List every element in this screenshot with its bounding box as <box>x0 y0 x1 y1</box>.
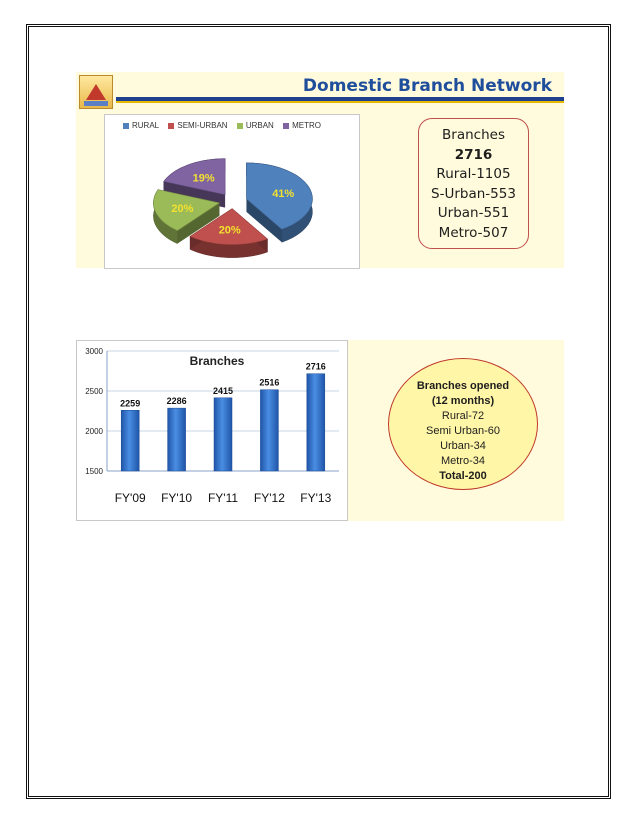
bar-data-label: 2516 <box>259 377 280 388</box>
logo-base-icon <box>84 101 108 106</box>
legend-label-urban: URBAN <box>245 121 274 130</box>
bar-chart-frame <box>76 340 348 521</box>
opened-rural: Rural-72 <box>441 410 485 422</box>
y-tick-label: 2500 <box>85 387 103 396</box>
bar-data-label: 2415 <box>212 385 234 396</box>
x-tick-label: FY'09 <box>114 491 146 505</box>
branch-network-panel <box>76 72 564 268</box>
y-tick-label: 1500 <box>85 467 103 476</box>
opened-metro: Metro-34 <box>440 455 486 467</box>
branches-urban: Urban-551 <box>437 205 510 221</box>
title-underline-gold <box>116 101 564 103</box>
branches-heading: Branches <box>442 127 505 143</box>
branches-rural: Rural-1105 <box>436 166 511 182</box>
x-tick-label: FY'10 <box>161 491 193 505</box>
bar-fy12 <box>260 390 278 471</box>
logo-emblem-icon <box>86 84 106 100</box>
bar-chart <box>77 341 349 522</box>
bar-fy11 <box>214 398 232 471</box>
bar-fy13 <box>307 374 325 471</box>
pie-chart-frame <box>104 114 360 269</box>
bank-logo <box>79 75 113 109</box>
bar-data-label: 2716 <box>305 361 326 372</box>
x-tick-label: FY'13 <box>300 491 332 505</box>
bar-chart-title: Branches <box>189 354 245 368</box>
opened-total: Total-200 <box>439 470 487 482</box>
page-title: Domestic Branch Network <box>302 76 552 96</box>
bar-data-label: 2286 <box>166 396 187 407</box>
branches-growth-panel <box>76 340 564 521</box>
bar-fy10 <box>168 408 186 471</box>
opened-urban: Urban-34 <box>440 440 486 452</box>
pie-label-semi-urban: 20% <box>218 224 241 237</box>
legend-label-semi-urban: SEMI-URBAN <box>177 121 228 130</box>
x-tick-label: FY'12 <box>253 491 285 505</box>
pie-label-metro: 19% <box>192 172 215 185</box>
x-tick-label: FY'11 <box>207 491 239 505</box>
y-tick-label: 2000 <box>85 427 103 436</box>
pie-label-rural: 41% <box>272 188 295 201</box>
opened-period: (12 months) <box>431 395 495 407</box>
bar-data-label: 2259 <box>120 398 141 409</box>
branches-metro: Metro-507 <box>438 224 509 241</box>
legend-label-metro: METRO <box>292 121 321 130</box>
branches-semi-urban: S-Urban-553 <box>431 185 516 202</box>
opened-heading: Branches opened <box>416 380 510 392</box>
pie-label-urban: 20% <box>171 203 194 216</box>
opened-semi-urban: Semi Urban-60 <box>426 425 500 437</box>
legend-label-rural: RURAL <box>132 121 160 130</box>
bar-fy09 <box>121 410 139 471</box>
branches-summary-box <box>418 118 529 249</box>
pie-chart <box>105 115 361 270</box>
branches-total: 2716 <box>454 146 493 163</box>
y-tick-label: 3000 <box>85 347 103 356</box>
branches-opened-oval <box>388 358 538 490</box>
